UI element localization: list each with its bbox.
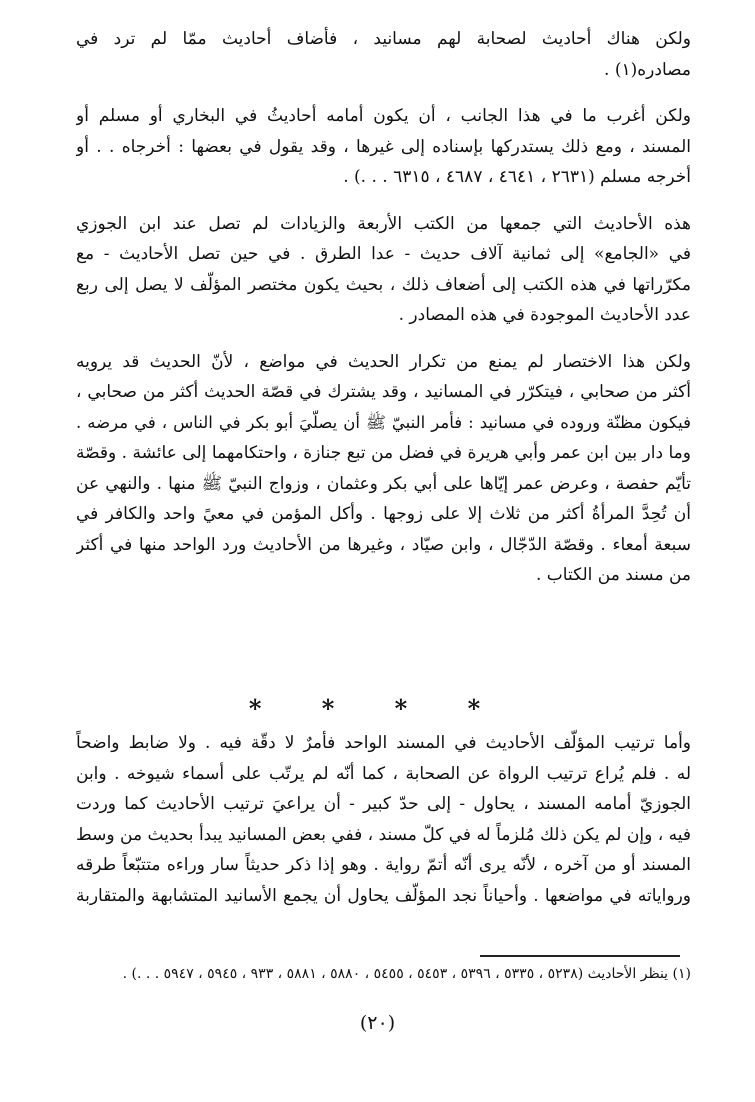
text-line: مصادره(١) . bbox=[604, 59, 691, 80]
text-line: وأما ترتيب المؤلّف الأحاديث في المسند الواحد فأمرٌ لا دقّة فيه . ولا ضابط واضحاً bbox=[76, 733, 691, 753]
footnote: (١) ينظر الأحاديث (٥٢٣٨ ، ٥٣٣٥ ، ٥٣٩٦ ، ٥٤٥٣ ، ٥٤٥٥ ، ٥٨٨٠ ، ٥٨٨١ ، ٩٣٣ ، ٥٩٤٥ ، ٥٩٤٧ . . .) . bbox=[122, 966, 691, 982]
text-line: له . فلم يُراع ترتيب الرواة عن الصحابة ، كما أنّه لم يرتّب على أسماء شيوخه . وابن bbox=[76, 763, 691, 784]
text-line: في «الجامع» إلى ثمانية آلاف حديث - عدا الطرق . في حين تصل الأحاديث - مع bbox=[76, 244, 691, 264]
text-line: أن تُحِدَّ المرأةُ أكثر من ثلاث إلا على زوجها . وأكل المؤمن في معيً واحد والكافر في bbox=[76, 504, 691, 524]
text-line: أكثر من صحابي ، فيتكرّر في المسانيد ، وقد يشترك في قصّة الحديث أكثر من صحابي ، bbox=[76, 382, 691, 402]
text-line: ولكن أغرب ما في هذا الجانب ، أن يكون أمامه أحاديثُ في البخاري أو مسلم أو bbox=[76, 106, 691, 126]
footnote-divider bbox=[480, 955, 680, 957]
paragraph-1 bbox=[76, 24, 691, 85]
text-line: ولكن هذا الاختصار لم يمنع من تكرار الحديث في مواضع ، لأنّ الحديث قد يرويه bbox=[76, 351, 691, 372]
paragraph-5 bbox=[76, 728, 691, 911]
text-line: عدد الأحاديث الموجودة في هذه المصادر . bbox=[398, 305, 691, 325]
paragraph-4 bbox=[76, 347, 691, 591]
paragraph-3 bbox=[76, 209, 691, 331]
text-line: سبعة أمعاء . وقصّة الدّجّال ، وابن صيّاد ، وغيرها من الأحاديث ورد الواحد منها في أكثر bbox=[76, 534, 691, 555]
text-line: المسند أو من آخره ، لأنّه يرى أنّه أتمّ رواية . وهو إذا ذكر حديثاً سار وراءه متتبّعاً طرقه bbox=[76, 855, 691, 875]
text-line: أخرجه مسلم (٢٦٣١ ، ٤٦٤١ ، ٤٦٨٧ ، ٦٣١٥ . . .) . bbox=[343, 167, 691, 187]
text-line: هذه الأحاديث التي جمعها من الكتب الأربعة والزيادات لم تصل عند ابن الجوزي bbox=[76, 213, 691, 234]
text-line: من مسند من الكتاب . bbox=[535, 565, 691, 585]
body-text-upper bbox=[76, 24, 691, 607]
text-line: فيكون مظنّة وروده في مسانيد : فأمر النبيّ ﷺ أن يصلّيَ أبو بكر في الناس ، في مرضه . bbox=[76, 412, 691, 432]
text-line: ورواياته في مواضعها . وأحياناً نجد المؤلّف يحاول أن يجمع الأسانيد المتشابهة والمتقاربة bbox=[76, 885, 691, 906]
text-line: ولكن هناك أحاديث لصحابة لهم مسانيد ، فأضاف أحاديث ممّا لم ترد في bbox=[76, 29, 691, 49]
text-line: تأيّم حفصة ، وعرض عمر إيّاها على أبي بكر وعثمان ، وزواج النبيّ ﷺ منها . والنهي عن bbox=[76, 473, 691, 494]
paragraph-2 bbox=[76, 101, 691, 193]
text-line: فيه ، وإن لم يكن ذلك مُلزماً له في كلّ مسند ، ففي بعض المسانيد يبدأ بحديث من وسط bbox=[76, 824, 691, 845]
page-number: (٢٠) bbox=[359, 1012, 396, 1034]
section-separator: * * * * bbox=[248, 694, 507, 723]
text-line: الجوزيّ أمامه المسند ، يحاول - إلى حدّ كبير - أن يراعيَ ترتيب الأحاديث كما وردت bbox=[76, 794, 691, 814]
body-text-lower bbox=[76, 728, 691, 927]
text-line: المسند ، ومع ذلك يستدركها بإسناده إلى غيرها ، وقد يقول في بعضها : أخرجاه . . أو bbox=[76, 136, 691, 157]
text-line: وما دار بين ابن عمر وأبي هريرة في فضل من تبع جنازة ، واحتكامهما إلى عائشة . وقصّة bbox=[76, 443, 691, 463]
text-line: مكرّراتها في هذه الكتب إلى أضعاف ذلك ، بحيث يكون مختصر المؤلّف لا يصل إلى ربع bbox=[76, 274, 691, 295]
